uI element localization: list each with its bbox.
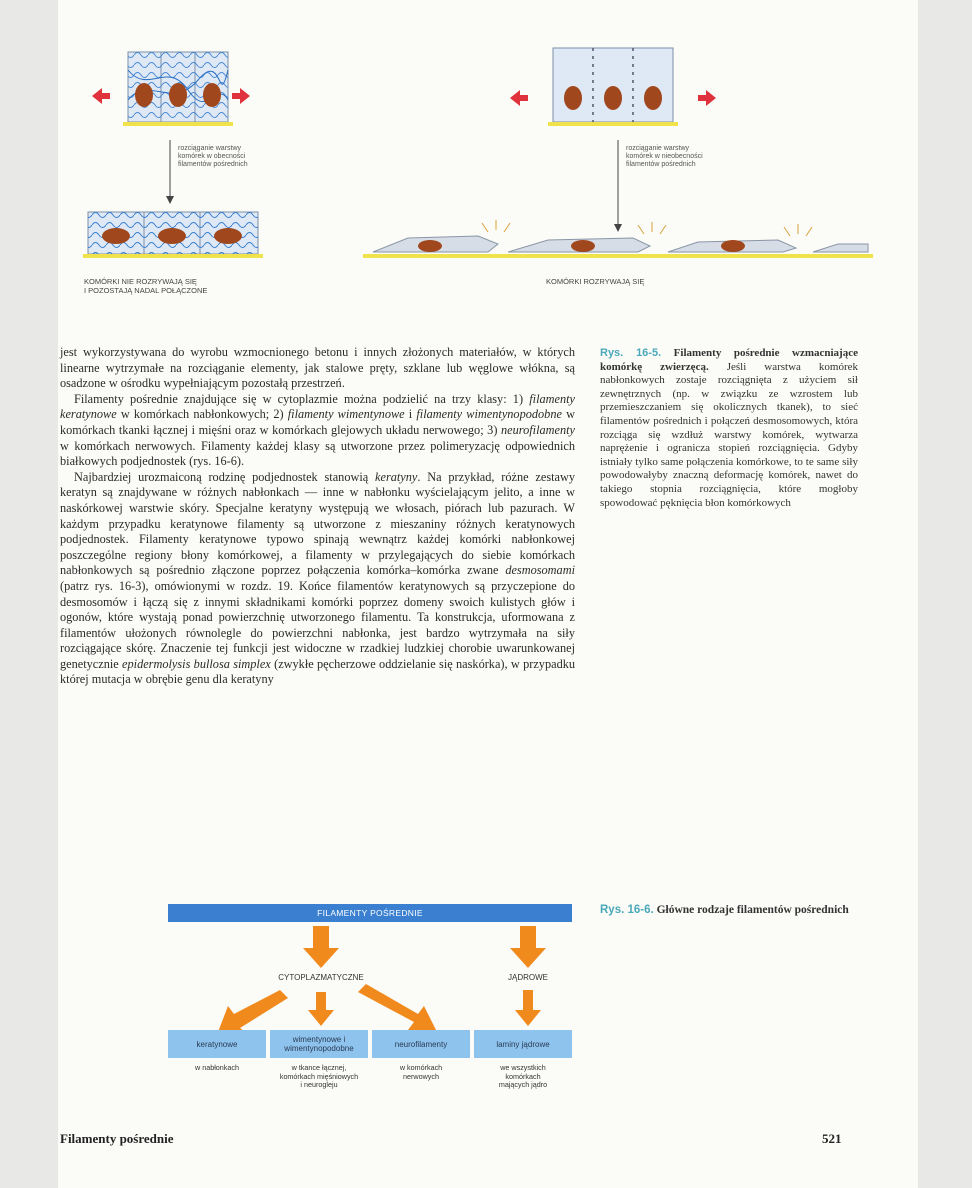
nucleus (214, 228, 242, 244)
cell-layer-with-filaments-stretched-before (123, 52, 233, 126)
nucleus (604, 86, 622, 110)
stretch-arrow-left-icon (92, 88, 110, 104)
nucleus (169, 83, 187, 107)
nucleus (102, 228, 130, 244)
cell-layer-without-filaments-before (548, 48, 678, 126)
book-page (58, 0, 918, 1188)
page-number: 521 (822, 1131, 842, 1146)
cell-layer-with-filaments-stretched-after (83, 212, 263, 258)
running-footer-title: Filamenty pośrednie (60, 1131, 174, 1146)
nucleus (418, 240, 442, 252)
type-box-vimentin: wimentynowe i wimentynopodobne (270, 1030, 368, 1058)
paragraph-1: jest wykorzystywana do wyrobu wzmocnionego betonu i innych złożonych materiałów, w których linearne wytrzymałe na rozciąganie elementy, jak stalowe pręty, szklane lub węglowe włókna, są osadzone w ośrodku wypełniającym pozostałą przestrzeń. (60, 345, 575, 391)
nuclear-label: JĄDROWE (508, 973, 548, 982)
caption-text: Jeśli warstwa komórek nabłonkowych zostaje rozciągnięta z użyciem sił zewnętrznych (np. w związku ze wzrostem lub przemieszczaniem się okolicznych tkanek), to sieć filamentów pośrednich i połączeń desmosomowych, która rozciąga się wzdłuż warstwy komórek, wytwarza naprężenie i ogranicza stopień rozciągnięcia. Gdyby istniały tylko same połączenia komórkowe, to te same siły powodowałyby znaczną deformację komórek, nawet do takiego stopnia rozciągnięcia, które mogłoby spowodować pęknięcia błon komórkowych (600, 360, 858, 509)
nucleus (203, 83, 221, 107)
figure-16-5-caption (600, 347, 858, 510)
type-desc-neurofilament: w komórkach nerwowych (399, 1063, 443, 1081)
figure-16-6-caption (600, 904, 858, 918)
type-desc-nuclear-lamin: we wszystkich komórkach mających jądro (498, 1063, 548, 1089)
type-box-nuclear-lamin: laminy jądrowe (474, 1030, 572, 1058)
paragraph-2: Filamenty pośrednie znajdujące się w cytoplazmie można podzielić na trzy klasy: 1) filamenty keratynowe w komórkach nabłonkowych; 2) filamenty wimentynowe i filamenty wimentynopodobne w komórkach tkanki łącznej i mięśni oraz w komórkach glejowych układu nerwowego; 3) neurofilamenty w komórkach nerwowych. Filamenty każdej klasy są utworzone przez polimeryzację odpowiednich białkowych podjednostek (rys. 16-6). (60, 391, 575, 469)
type-box-neurofilament: neurofilamenty (372, 1030, 470, 1058)
stretch-arrow-right-icon (698, 90, 716, 106)
type-box-keratin: keratynowe (168, 1030, 266, 1058)
caption-number: Rys. 16-6. (600, 904, 654, 916)
stretch-arrow-right-icon (232, 88, 250, 104)
right-arrow-caption: rozciąganie warstwy komórek w nieobecności filamentów pośrednich (626, 145, 703, 168)
figure-16-6-title-bar: FILAMENTY POŚREDNIE (168, 904, 572, 922)
nucleus (158, 228, 186, 244)
left-arrow-caption: rozciąganie warstwy komórek w obecności filamentów pośrednich (178, 145, 248, 168)
caption-title: Główne rodzaje filamentów pośrednich (656, 904, 849, 916)
nucleus (721, 240, 745, 252)
caption-number: Rys. 16-5. (600, 347, 662, 359)
nucleus (135, 83, 153, 107)
nucleus (564, 86, 582, 110)
stretch-arrow-left-icon (510, 90, 528, 106)
nucleus (644, 86, 662, 110)
caption-title: Filamenty pośrednie wzmacniające komórkę zwierzęcą. (600, 347, 858, 373)
main-text (60, 345, 575, 688)
type-desc-vimentin: w tkance łącznej, komórkach mięśniowych i neurogleju (279, 1063, 359, 1089)
paragraph-3: Najbardziej urozmaiconą rodzinę podjednostek stanowią keratyny. Na przykład, różne zestawy keratyn są znajdywane w różnych nabłonkach — inne w nabłonku wyścielającym jelito, a inne w naskórkowej warstwie skóry. Specjalne keratyny występują we włosach, piórach lub pazurach. W każdym przypadku keratynowe filamenty są utworzone z mieszaniny różnych keratynowych podjednostek. Filamenty keratynowe typowo spinają wewnątrz każdej komórki nabłonkowej poszczególne regiony błony komórkowej, a filamenty w przylegających do siebie komórkach nabłonkowych są pośrednio złączone poprzez połączenia komórka–komórka zwane desmosomami (patrz rys. 16-3), omówionymi w rozdz. 19. Końce filamentów keratynowych są przyczepione do desmosomów i łączą się z innymi składnikami komórki poprzez domeny swoich kulistych głów i ogonów, które wystają ponad powierzchnię utworzonego filamentu. Ta konstrukcja, uformowana z filamentów ułożonych równolegle do powierzchni nabłonka, jest bardzo wytrzymała na siły rozciągające skórę. Znaczenie tej funkcji jest widoczne w rzadkiej ludzkiej chorobie uwarunkowanej genetycznie epidermolysis bullosa simplex (zwykłe pęcherzowe oddzielanie się naskórka), w przypadku której mutacja w obrębie genu dla keratyny (60, 469, 576, 687)
cytoplasmic-label: CYTOPLAZMATYCZNE (278, 973, 364, 982)
nucleus (571, 240, 595, 252)
right-result-label: KOMÓRKI ROZRYWAJĄ SIĘ (546, 277, 645, 286)
type-desc-keratin: w nabłonkach (195, 1063, 239, 1072)
left-result-label: KOMÓRKI NIE ROZRYWAJĄ SIĘ I POZOSTAJĄ NADAL POŁĄCZONE (84, 277, 208, 295)
